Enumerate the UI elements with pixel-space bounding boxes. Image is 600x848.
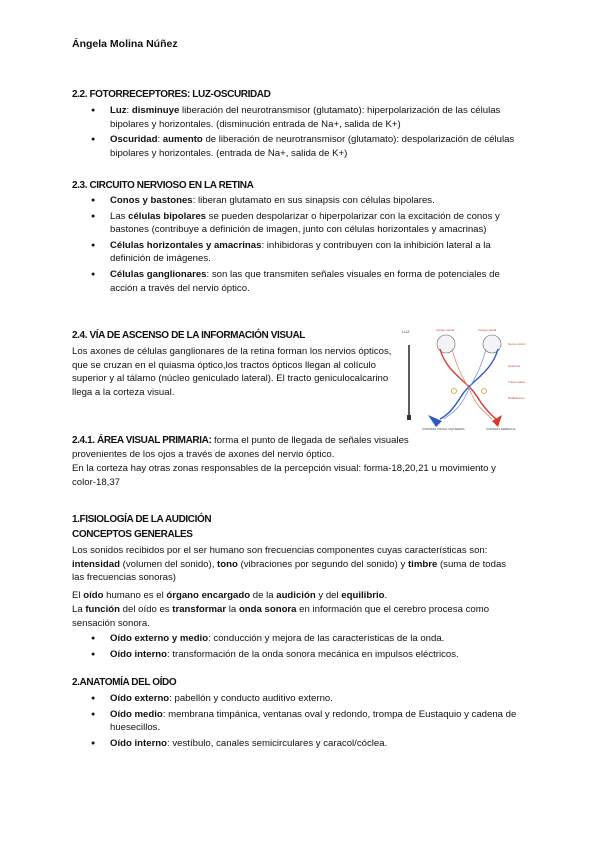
optic-tract-blue-light bbox=[444, 349, 486, 419]
lgn-left-icon bbox=[452, 389, 457, 394]
paragraph-oido-organo: El oído humano es el órgano encargado de la audición y del equilibrio. bbox=[72, 590, 388, 601]
list-item: ● Células ganglionares: son las que transmiten señales visuales en forma de potenciales de acción a través del nervio óptico. bbox=[90, 268, 530, 295]
paragraph-funcion-oido: La función del oído es transformar la onda sonora en información que el cerebro procesa como sensación sonora. bbox=[72, 604, 490, 629]
list-item: ● Las células bipolares se pueden despolarizar o hiperpolarizar con la excitación de conos y bastones (contribuye a definición de imagen, junto con células horizontales y amacrinas) bbox=[90, 210, 530, 237]
figure-label: Campo visual bbox=[436, 328, 455, 332]
heading-anatomia-oido: 2.ANATOMÍA DEL OÍDO bbox=[72, 677, 177, 688]
heading-via-ascenso: 2.4. VÍA DE ASCENSO DE LA INFORMACIÓN VISUAL bbox=[72, 330, 305, 341]
figure-label: Tracto óptico bbox=[508, 380, 526, 384]
figure-label: CORTEZA VISUAL IZQUIERDA bbox=[422, 427, 465, 431]
list-item: ● Oído externo: pabellón y conducto auditivo externo. bbox=[90, 692, 530, 706]
list-item: ● Células horizontales y amacrinas: inhibidoras y contribuyen con la inhibición lateral a la definición de imágenes. bbox=[90, 239, 530, 266]
subheading-conceptos-generales: CONCEPTOS GENERALES bbox=[72, 529, 193, 540]
list-oido-funciones bbox=[90, 632, 530, 663]
scale-bar-base bbox=[407, 415, 411, 420]
list-item: ● Luz: disminuye liberación del neurotransmisor (glutamato): hiperpolarización de las células bipolares y horizontales. (disminución entrada de Na+, salida de K+) bbox=[90, 104, 530, 131]
optic-tract-blue bbox=[440, 349, 498, 419]
heading-area-visual: 2.4.1. ÁREA VISUAL PRIMARIA: bbox=[72, 435, 212, 446]
list-circuito-nervioso bbox=[90, 194, 530, 297]
figure-label: CORTEZA DERECHA bbox=[486, 427, 516, 431]
paragraph-area-visual: 2.4.1. ÁREA VISUAL PRIMARIA: forma el punto de llegada de señales visuales provenientes de los ojos a través de axones del nervio óptico. bbox=[72, 435, 409, 460]
figure-label: Radiaciones bbox=[508, 396, 525, 400]
list-anatomia-oido bbox=[90, 692, 530, 752]
paragraph-otras-zonas: En la corteza hay otras zonas responsables de la percepción visual: forma-18,20,21 u movimiento y color-18,37 bbox=[72, 463, 496, 488]
author-name: Ángela Molina Núñez bbox=[72, 38, 178, 50]
list-item: ● Conos y bastones: liberan glutamato en sus sinapsis con células bipolares. bbox=[90, 194, 530, 208]
figure-label: Nervio óptico bbox=[508, 342, 526, 346]
paragraph-sonidos: Los sonidos recibidos por el ser humano son frecuencias componentes cuyas características son: intensidad (volumen del sonido), tono (vibraciones por segundo del sonido) y timbre (suma de todas las frecuencias sonoras) bbox=[72, 545, 507, 584]
optic-tract-red bbox=[440, 349, 496, 419]
heading-fotorreceptores: 2.2. FOTORRECEPTORES: LUZ-OSCURIDAD bbox=[72, 89, 271, 100]
list-item: ● Oído medio: membrana timpánica, ventanas oval y redondo, trompa de Eustaquio y cadena de huesecillos. bbox=[90, 708, 530, 735]
list-item: ● Oído interno: vestíbulo, canales semicirculares y caracol/cóclea. bbox=[90, 737, 530, 751]
list-item: ● Oído interno: transformación de la onda sonora mecánica en impulsos eléctricos. bbox=[90, 648, 530, 662]
list-item: ● Oído externo y medio: conducción y mejora de las características de la onda. bbox=[90, 632, 530, 646]
figure-label: LUZ bbox=[402, 329, 410, 334]
list-item: ● Oscuridad: aumento de liberación de neurotransmisor (glutamato): despolarización de células bipolares y horizontales. (entrada de Na+, salida de K+) bbox=[90, 133, 530, 160]
figure-label: Quiasma bbox=[508, 364, 521, 368]
visual-pathway-diagram bbox=[396, 327, 536, 431]
cortex-left-icon bbox=[428, 415, 442, 427]
heading-circuito-nervioso: 2.3. CIRCUITO NERVIOSO EN LA RETINA bbox=[72, 180, 254, 191]
paragraph-via-ascenso: Los axones de células ganglionares de la retina forman los nervios ópticos, que se cruzan en el quiasma óptico,los tractos ópticos llegan al colículo superior y al tálamo (núcleo geniculado lateral). El tracto geniculocalcarino llega a la corteza visual. bbox=[72, 346, 392, 398]
lgn-right-icon bbox=[482, 389, 487, 394]
list-fotorreceptores bbox=[90, 104, 530, 162]
figure-label: Campo visual bbox=[478, 328, 497, 332]
heading-fisiologia-audicion: 1.FISIOLOGÍA DE LA AUDICIÓN bbox=[72, 514, 212, 525]
